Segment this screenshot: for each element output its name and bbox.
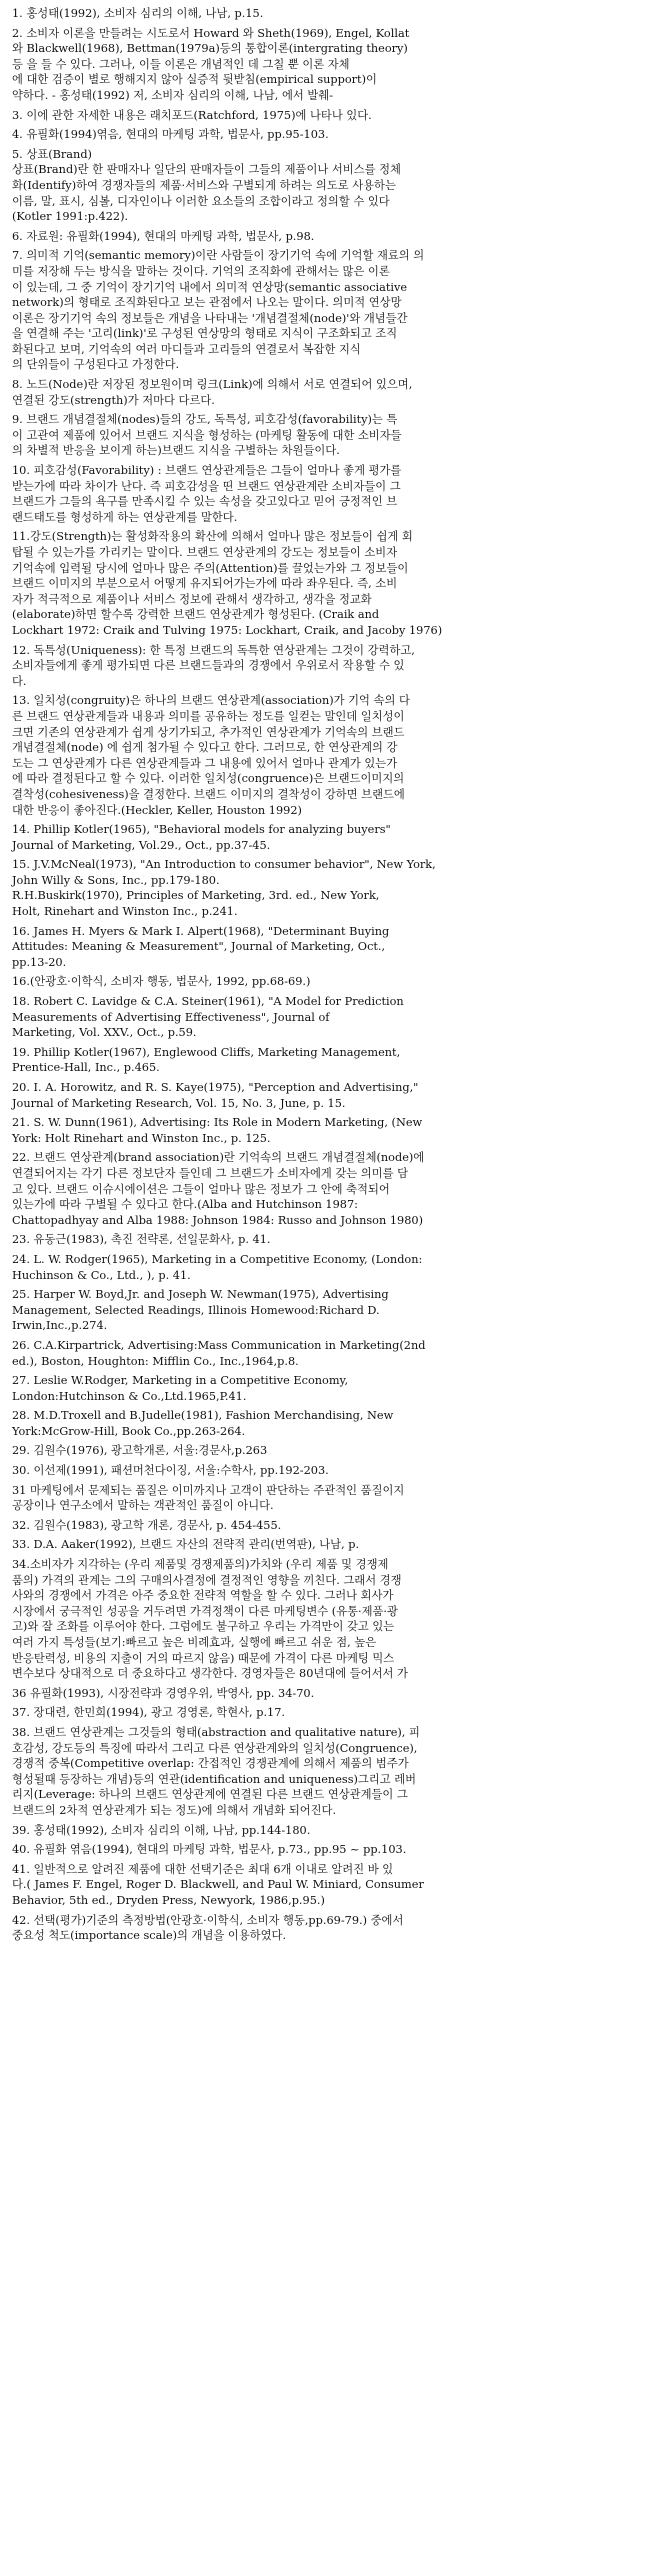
- footnote: 4. 유필화(1994)엮음, 현대의 마케팅 과학, 법문사, pp.95-103.: [12, 128, 329, 142]
- footnote: 18. Robert C. Lavidge & C.A. Steiner(1961), "A Model for Prediction Measurements of Advertising Effectiveness", Journal of Marketing, Vol. XXV., Oct., p.59.: [12, 995, 404, 1040]
- footnote: 15. J.V.McNeal(1973), "An Introduction to consumer behavior", New York, John Willy & Sons, Inc., pp.179-180. R.H.Buskirk(1970), Principles of Marketing, 3rd. ed., New York, Holt, Rinehart and Winston Inc., p.241.: [12, 858, 436, 919]
- footnote: 32. 김원수(1983), 광고학 개론, 경문사, p. 454-455.: [12, 1518, 282, 1532]
- footnote: 20. I. A. Horowitz, and R. S. Kaye(1975), "Perception and Advertising," Journal of Marketing Research, Vol. 15, No. 3, June, p. 15.: [12, 1081, 419, 1110]
- footnote: 5. 상표(Brand) 상표(Brand)란 한 판매자나 일단의 판매자들이 그들의 제품이나 서비스를 정체 화(Identify)하여 경쟁자들의 제품·서비스와 구별되게 하려는 의도로 사용하는 이름, 말, 표시, 심볼, 디자인이나 이러한 요소들의 조합이라고 정의할 수 있다 (Kotler 1991:p.422).: [12, 147, 401, 224]
- footnote: 41. 일반적으로 알려진 제품에 대한 선택기준은 최대 6개 이내로 알려진 바 있 다.( James F. Engel, Roger D. Blackwell, and Paul W. Miniard, Consumer Behavior, 5th ed., Dryden Press, Newyork, 1986,p.95.): [12, 1862, 424, 1907]
- footnote: 1. 홍성태(1992), 소비자 심리의 이해, 나남, p.15.: [12, 7, 264, 20]
- footnote: 31 마케팅에서 문제되는 품질은 이미까지나 고객이 판단하는 주관적인 품질이지 공장이나 연구소에서 말하는 객관적인 품질이 아니다.: [12, 1483, 405, 1513]
- footnote: 27. Leslie W.Rodger, Marketing in a Competitive Economy, London:Hutchinson & Co.,Ltd.1965,P.41.: [12, 1374, 349, 1403]
- footnote: 40. 유필화 엮음(1994), 현대의 마케팅 과학, 법문사, p.73., pp.95 ~ pp.103.: [12, 1843, 407, 1857]
- footnote: 38. 브랜드 연상관계는 그것들의 형태(abstraction and qualitative nature), 피 호감성, 강도등의 특징에 따라서 그리고 다른 연상관계와의 일치성(Congruence), 경쟁적 중복(Competitive overlap: 간접적인 경쟁관계에 의해서 제품의 범주가 형성될때 등장하는 개념)등의 연관(identification and uniqueness)그리고 레버 리지(Leverage: 하나의 브랜드 연상관계에 연결된 다른 브랜드 연상관계들이 그 브랜드의 2차적 연상관계가 되는 정도)에 의해서 개념화 되어진다.: [12, 1725, 420, 1817]
- footnote: 21. S. W. Dunn(1961), Advertising: Its Role in Modern Marketing, (New York: Holt Rinehart and Winston Inc., p. 125.: [12, 1116, 423, 1145]
- footnote: 30. 이선제(1991), 패션머천다이징, 서울:수학사, pp.192-203.: [12, 1464, 329, 1478]
- footnote: 26. C.A.Kirpartrick, Advertising:Mass Communication in Marketing(2nd ed.), Boston, Houghton: Mifflin Co., Inc.,1964,p.8.: [12, 1338, 426, 1368]
- footnote: 10. 피호감성(Favorability) : 브랜드 연상관계들은 그들이 얼마나 좋게 평가를 받는가에 따라 차이가 난다. 즉 피호감성을 띤 브랜드 연상관계란 소비자들이 그 브랜드가 그들의 욕구를 만족시킬 수 있는 속성을 갖고있다고 믿어 긍정적인 브 랜드태도를 형성하게 하는 연상관계를 말한다.: [12, 464, 402, 524]
- footnote: 16.(안광호·이학식, 소비자 행동, 법문사, 1992, pp.68-69.): [12, 975, 311, 989]
- footnote: 12. 독특성(Uniqueness): 한 특정 브랜드의 독특한 연상관계는 그것이 강력하고, 소비자들에게 좋게 평가되면 다른 브랜드들과의 경쟁에서 우위로서 작용할 수 있 다.: [12, 643, 415, 688]
- footnote: 7. 의미적 기억(semantic memory)이란 사람들이 장기기억 속에 기억할 재료의 의 미를 저장해 두는 방식을 말하는 것이다. 기억의 조직화에 관해서는 많은 이론 이 있는데, 그 중 기억이 장기기억 내에서 의미적 연상망(semantic associative network)의 형태로 조직화된다고 보는 관점에서 나오는 말이다. 의미적 연상망 이론은 장기기억 속의 정보들은 개념을 나타내는 '개념결절체(node)'와 개념들간 을 연결해 주는 '고리(link)'로 구성된 연상망의 형태로 지식이 구조화되고 조직 화된다고 보며, 기억속의 여러 마디들과 고리들의 연결로서 복잡한 지식 의 단위들이 구성된다고 가정한다.: [12, 249, 425, 372]
- footnote: 16. James H. Myers & Mark I. Alpert(1968), "Determinant Buying Attitudes: Meaning & Measurement", Journal of Marketing, Oct., pp.13-20.: [12, 924, 390, 969]
- footnote: 28. M.D.Troxell and B.Judelle(1981), Fashion Merchandising, New York:McGrow-Hill, Book Co.,pp.263-264.: [12, 1409, 394, 1438]
- footnote: 34.소비자가 지각하는 (우리 제품및 경쟁제품의)가치와 (우리 제품 및 경쟁제 품의) 가격의 관계는 그의 구매의사결정에 결정적인 영향을 끼친다. 그래서 경쟁 사와의 경쟁에서 가격은 아주 중요한 전략적 역할을 할 수 있다. 그러나 회사가 시장에서 궁극적인 성공을 거두려면 가격정책이 다른 마케팅변수 (유통·제품·광 고)와 잘 조화를 이루어야 한다. 그럼에도 불구하고 우리는 가격만이 갖고 있는 여러 가지 특성들(보기:빠르고 높은 비례효과, 실행에 빠르고 쉬운 점, 높은 반응탄력성, 비용의 지출이 거의 따르지 않음) 때문에 가격이 다른 마케팅 믹스 변수보다 상대적으로 더 중요하다고 생각한다. 경영자들은 80년대에 들어서서 가: [12, 1558, 408, 1681]
- footnote: 13. 일치성(congruity)은 하나의 브랜드 연상관계(association)가 기억 속의 다 른 브랜드 연상관계들과 내용과 의미를 공유하는 정도를 일컫는 말인데 일치성이 크면 기존의 연상관계가 쉽게 상기가되고, 추가적인 연상관계가 기억속의 브랜드 개념결절체(node) 에 쉽게 첨가될 수 있다고 한다. 그러므로, 한 연상관계의 강 도는 그 연상관계가 다른 연상관계들과 그 내용에 있어서 얼마나 관계가 있는가 에 따라 결정된다고 할 수 있다. 이러한 일치성(congruence)은 브랜드이미지의 결착성(cohesiveness)을 결정한다. 브랜드 이미지의 결착성이 강하면 브랜드에 대한 반응이 좋아진다.(Heckler, Keller, Houston 1992): [12, 694, 410, 817]
- footnote: 8. 노드(Node)란 저장된 정보원이며 링크(Link)에 의해서 서로 연결되어 있으며, 연결된 강도(strength)가 저마다 다르다.: [12, 378, 413, 407]
- footnote: 11.강도(Strength)는 활성화작용의 확산에 의해서 얼마나 많은 정보들이 쉽게 회 탑될 수 있는가를 가리키는 말이다. 브랜드 연상관계의 강도는 정보들이 소비자 기억속에 입력될 당시에 얼마나 많은 주의(Attention)를 끌었는가와 그 정보들이 브랜드 이미지의 부분으로서 어떻게 유지되어가는가에 따라 좌우된다. 즉, 소비 자가 적극적으로 제품이나 서비스 정보에 관해서 생각하고, 생각을 정교화 (elaborate)하면 할수록 강력한 브랜드 연상관계가 형성된다. (Craik and Lockhart 1972: Craik and Tulving 1975: Lockhart, Craik, and Jacoby 1976): [12, 530, 443, 637]
- footnote: 3. 이에 관한 자세한 내용은 래치포드(Ratchford, 1975)에 나타나 있다.: [12, 108, 372, 122]
- footnote: 24. L. W. Rodger(1965), Marketing in a Competitive Economy, (London: Huchinson & Co., Ltd., ), p. 41.: [12, 1252, 423, 1282]
- footnote: 29. 김원수(1976), 광고학개론, 서울:경문사,p.263: [12, 1444, 268, 1458]
- footnote: 36 유필화(1993), 시장전략과 경영우위, 박영사, pp. 34-70.: [12, 1686, 315, 1700]
- footnote: 6. 자료원: 유필화(1994), 현대의 마케팅 과학, 법문사, p.98.: [12, 229, 315, 243]
- footnote: 25. Harper W. Boyd,Jr. and Joseph W. Newman(1975), Advertising Management, Selected Readings, Illinois Homewood:Richard D. Irwin,Inc.,p.274.: [12, 1288, 389, 1333]
- footnote: 23. 유동근(1983), 촉진 전략론, 선일문화사, p. 41.: [12, 1233, 271, 1247]
- footnote: 19. Phillip Kotler(1967), Englewood Cliffs, Marketing Management, Prentice-Hall, Inc., p.465.: [12, 1045, 401, 1075]
- footnote: 9. 브랜드 개념결절체(nodes)들의 강도, 독특성, 피호감성(favorability)는 특 이 고관여 제품에 있어서 브랜드 지식을 형성하는 (마케팅 활동에 대한 소비자들 의 차별적 반응을 보이게 하는)브랜드 지식을 구별하는 차원들이다.: [12, 413, 402, 458]
- footnote: 2. 소비자 이론을 만들려는 시도로서 Howard 와 Sheth(1969), Engel, Kollat 와 Blackwell(1968), Bettman(1979a)등의 통합이론(intergrating theory) 등 을 들 수 있다. 그러나, 이들 이론은 개념적인 데 그칠 뿐 이론 자체 에 대한 검증이 별로 행해지지 않아 실증적 뒷받침(empirical support)이 약하다. - 홍성태(1992) 저, 소비자 심리의 이해, 나남, 에서 발췌-: [12, 26, 410, 102]
- footnote: 33. D.A. Aaker(1992), 브랜드 자산의 전략적 관리(번역판), 나남, p.: [12, 1538, 360, 1552]
- footnote: 37. 장대련, 한민희(1994), 광고 경영론, 학현사, p.17.: [12, 1706, 286, 1720]
- footnote: 14. Phillip Kotler(1965), "Behavioral models for analyzing buyers" Journal of Marketing, Vol.29., Oct., pp.37-45.: [12, 823, 391, 852]
- footnote: 22. 브랜드 연상관계(brand association)란 기억속의 브랜드 개념결절체(node)에 연결되어지는 각기 다른 정보단자 들인데 그 브랜드가 소비자에게 갖는 의미를 담 고 있다. 브랜드 이슈시에이션은 그들이 얼마나 많은 정보가 그 안에 축적되어 있는가에 따라 구별될 수 있다고 한다.(Alba and Hutchinson 1987: Chattopadhyay and Alba 1988: Johnson 1984: Russo and Johnson 1980): [12, 1151, 425, 1227]
- footnote: 39. 홍성태(1992), 소비자 심리의 이해, 나남, pp.144-180.: [12, 1823, 311, 1837]
- footnote: 42. 선택(평가)기준의 측정방법(안광호·이학식, 소비자 행동,pp.69-79.) 중에서 중요성 척도(importance scale)의 개념을 이용하였다.: [12, 1913, 404, 1943]
